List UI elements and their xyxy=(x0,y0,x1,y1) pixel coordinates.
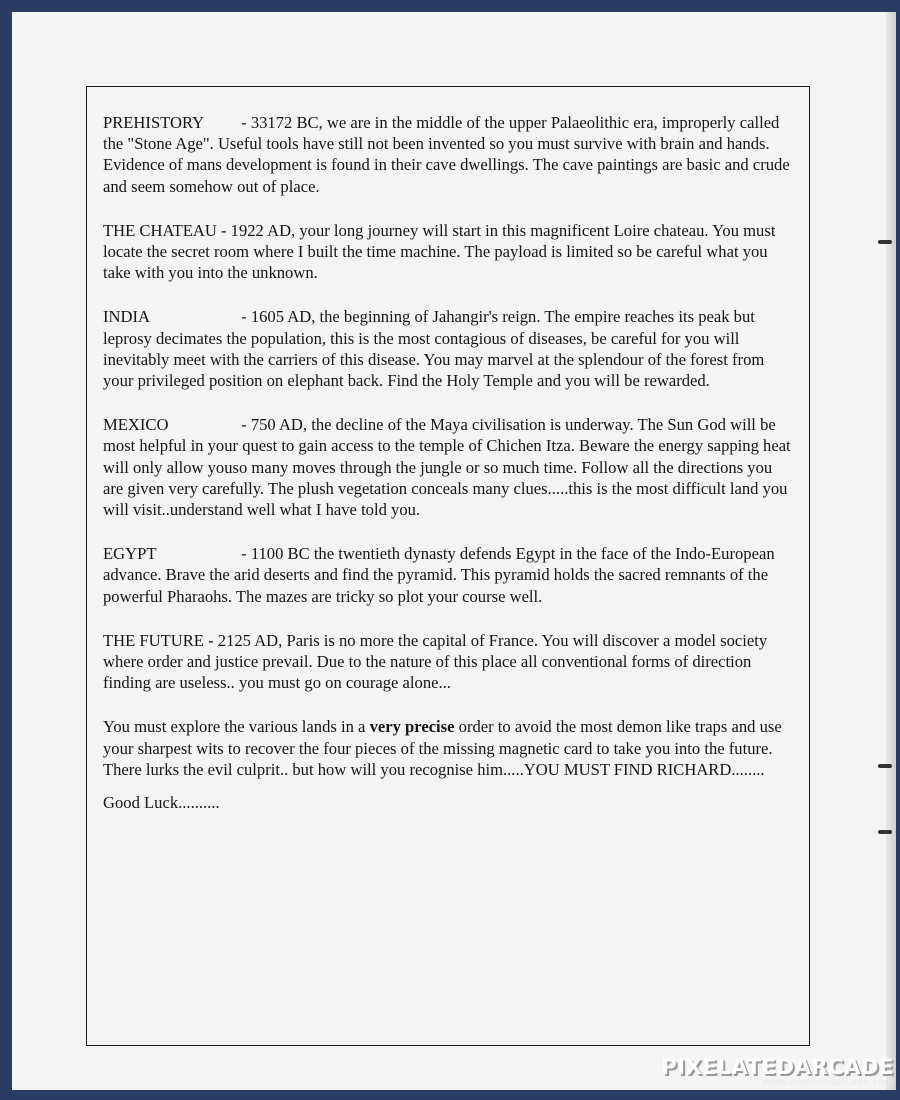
section-label: THE FUTURE xyxy=(103,630,204,650)
section-label: PREHISTORY xyxy=(103,113,205,132)
section-text: - 2125 AD, Paris is no more the capital of France. You will discover a model society where order and justice prevail. Due to the nature of this place all conventional forms of direction finding are useless.. you must go on courage alone... xyxy=(103,630,768,693)
section-chateau xyxy=(103,220,793,284)
manual-text xyxy=(103,112,793,813)
staple-mark xyxy=(878,830,892,834)
section-text: - 33172 BC, we are in the middle of the upper Palaeolithic era, improperly called the "Stone Age". Useful tools have still not been invented so you must survive with brain and hands. Evidence of mans development is found in their cave dwellings. The cave paintings are basic and crude and seem somehow out of place. xyxy=(103,113,790,196)
watermark-url: www.pixelatedarcade.com xyxy=(762,1077,894,1088)
closing-text-start: You must explore the various lands in a xyxy=(103,717,370,737)
section-text: - 1605 AD, the beginning of Jahangir's reign. The empire reaches its peak but leprosy decimates the population, this is the most contagious of diseases, be careful for you will inevitably meet with the carriers of this disease. You may marvel at the splendour of the forest from your privileged position on elephant back. Find the Holy Temple and you will be rewarded. xyxy=(103,307,765,391)
section-text: - 1100 BC the twentieth dynasty defends Egypt in the face of the Indo-European advance. Brave the arid deserts and find the pyramid. This pyramid holds the sacred remnants of the powerful Pharaohs. The mazes are tricky so plot your course well. xyxy=(103,544,775,606)
signoff: Good Luck.......... xyxy=(103,793,220,813)
closing-text-end: order to avoid the most demon like traps and use your sharpest wits to recover the four pieces of the missing magnetic card to take you into the future. There lurks the evil culprit.. but how will you recognise him.....YOU MUST FIND RICHARD........ xyxy=(103,717,782,779)
section-text: - 750 AD, the decline of the Maya civilisation is underway. The Sun God will be most helpful in your quest to gain access to the temple of Chichen Itza. Beware the energy sapping heat will only allow youso many moves through the jungle or so much time. Follow all the directions you are given very carefully. The plush vegetation conceals many clues.....this is the most difficult land you will visit..understand well what I have told you. xyxy=(103,415,791,520)
section-label: THE CHATEAU xyxy=(103,220,217,240)
staple-mark xyxy=(878,764,892,768)
closing-emphasis: very precise xyxy=(369,717,455,737)
section-text: - 1922 AD, your long journey will start in this magnificent Loire chateau. You must locate the secret room where I built the time machine. The payload is limited so be careful what you take with you into the unknown. xyxy=(103,220,776,283)
section-egypt xyxy=(103,543,793,607)
section-prehistory xyxy=(103,112,793,197)
section-future xyxy=(103,630,793,694)
section-mexico xyxy=(103,414,793,520)
section-label: EGYPT xyxy=(103,544,157,564)
section-label: MEXICO xyxy=(103,415,169,435)
staple-mark xyxy=(878,240,892,244)
watermark xyxy=(661,1055,894,1088)
section-label: INDIA xyxy=(103,307,151,327)
closing-paragraph xyxy=(103,716,793,780)
section-india xyxy=(103,306,793,391)
page-binding-edge xyxy=(886,12,896,1090)
watermark-title: PIXELATEDARCADE xyxy=(661,1055,894,1079)
